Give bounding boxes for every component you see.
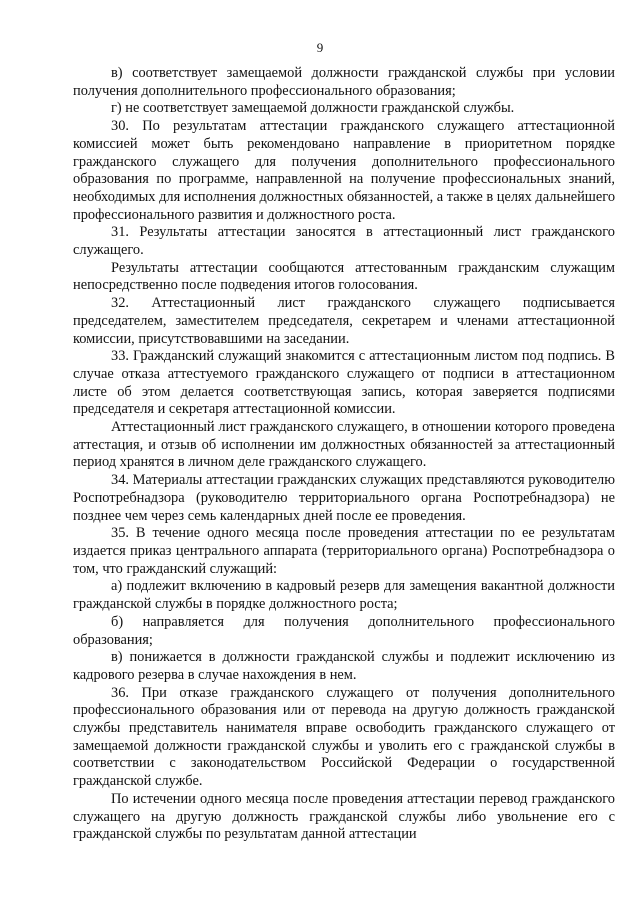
paragraph: б) направляется для получения дополнительного профессионального образования; (73, 613, 615, 648)
paragraph: 30. По результатам аттестации гражданского служащего аттестационной комиссией может быть рекомендовано направление в приоритетном порядке гражданского служащего для получения дополнительного профессионального образования по программе, направленной на получение профессиональных знаний, необходимых для исполнения должностных обязанностей, а также в целях дальнейшего профессионального развития и должностного роста. (73, 118, 616, 223)
paragraph: 32. Аттестационный лист гражданского служащего подписывается председателем, заместителем председателя, секретарем и членами аттестационной комиссии, присутствовавшими на заседании. (73, 295, 615, 347)
paragraph: 35. В течение одного месяца после проведения аттестации по ее результатам издается приказ центрального аппарата (территориального органа) Роспотребнадзора о том, что гражданский служащий: (73, 525, 615, 577)
paragraph: Результаты аттестации сообщаются аттестованным гражданским служащим непосредственно после подведения итогов голосования. (73, 259, 615, 294)
paragraph: 34. Материалы аттестации гражданских служащих представляются руководителю Роспотребнадзора (руководителю территориального органа Роспотребнадзора) не позднее чем через семь календарных дней после ее проведения. (73, 472, 615, 524)
paragraph: 33. Гражданский служащий знакомится с аттестационным листом под подпись. В случае отказа аттестуемого гражданского служащего от подписи в аттестационном листе об этом делается соответствующая запись, которая заверяется подписями председателя и секретаря аттестационной комиссии. (73, 348, 615, 418)
document-body (73, 65, 615, 844)
paragraph: а) подлежит включению в кадровый резерв для замещения вакантной должности гражданской службы в порядке должностного роста; (73, 578, 615, 613)
paragraph: 36. При отказе гражданского служащего от получения дополнительного профессионального образования или от перевода на другую должность гражданской службы представитель нанимателя вправе освободить гражданского служащего от замещаемой должности гражданской службы и уволить его с гражданской службы в соответствии с законодательством Российской Федерации о государственной гражданской службе. (73, 684, 615, 790)
paragraph: в) понижается в должности гражданской службы и подлежит исключению из кадрового резерва в случае нахождения в нем. (73, 649, 615, 683)
paragraph: в) соответствует замещаемой должности гражданской службы при условии получения дополнительного профессионального образования; (73, 65, 615, 99)
page-number: 9 (316, 40, 324, 55)
paragraph: По истечении одного месяца после проведения аттестации перевод гражданского служащего на другую должность гражданской службы либо увольнение его с гражданской службы по результатам данной аттестации (73, 790, 615, 843)
paragraph: 31. Результаты аттестации заносятся в аттестационный лист гражданского служащего. (73, 224, 615, 259)
paragraph: Аттестационный лист гражданского служащего, в отношении которого проведена аттестация, и отзыв об исполнении им должностных обязанностей за аттестационный период хранятся в личном деле гражданского служащего. (73, 419, 615, 471)
paragraph: г) не соответствует замещаемой должности гражданской службы. (111, 100, 515, 117)
